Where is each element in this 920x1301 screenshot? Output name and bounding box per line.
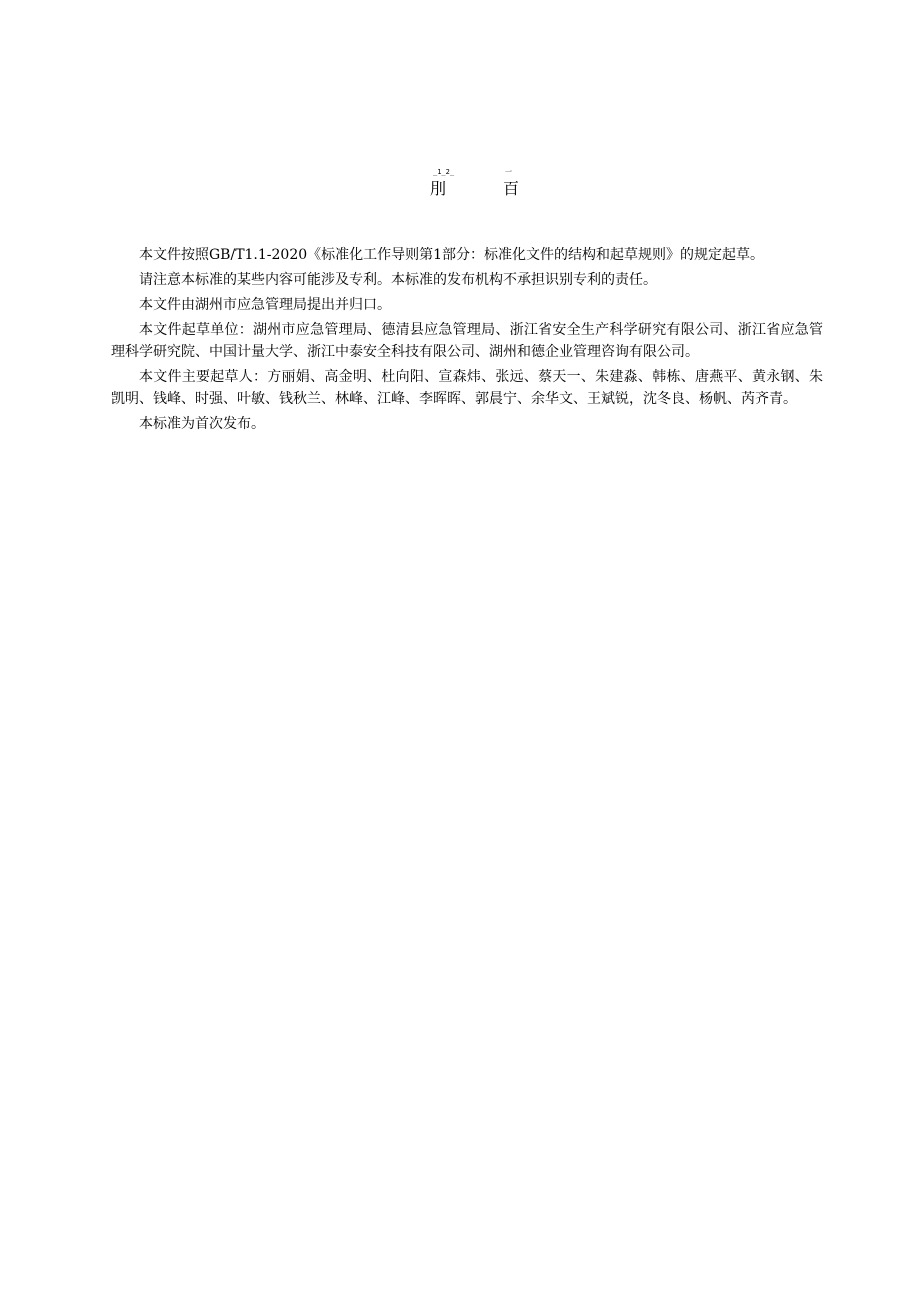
heading-char-right: 百 bbox=[503, 179, 520, 198]
paragraph-first-release: 本标准为首次发布。 bbox=[139, 416, 265, 432]
heading-artifact-right: 一 bbox=[505, 168, 512, 176]
paragraph-proposer: 本文件由湖州市应急管理局提出并归口。 bbox=[139, 297, 391, 313]
paragraph-drafters: 本文件主要起草人：方丽娟、高金明、杜向阳、宣森炜、张远、蔡天一、朱建淼、韩栋、唐燕平、黄永钢、朱凯明、钱峰、时强、叶敏、钱秋兰、林峰、江峰、李晖晖、郭晨宁、余华文、王斌锐，沈冬良、杨帆、芮齐青。 bbox=[111, 369, 823, 407]
paragraph-drafting-rules: 本文件按照GB/T1.1-2020《标准化工作导则第1部分：标准化文件的结构和起草规则》的规定起草。 bbox=[139, 247, 765, 263]
paragraph-drafting-units: 本文件起草单位：湖州市应急管理局、德清县应急管理局、浙江省安全生产科学研究有限公司、浙江省应急管理科学研究院、中国计量大学、浙江中泰安全科技有限公司、湖州和德企业管理咨询有限公司。 bbox=[111, 322, 823, 360]
section-heading bbox=[0, 168, 920, 208]
foreword-body bbox=[111, 244, 823, 438]
heading-char-left: 刖 bbox=[430, 179, 447, 198]
heading-artifact-left: _1_2_ bbox=[433, 168, 455, 176]
paragraph-patent-notice: 请注意本标准的某些内容可能涉及专利。本标准的发布机构不承担识别专利的责任。 bbox=[139, 272, 657, 288]
